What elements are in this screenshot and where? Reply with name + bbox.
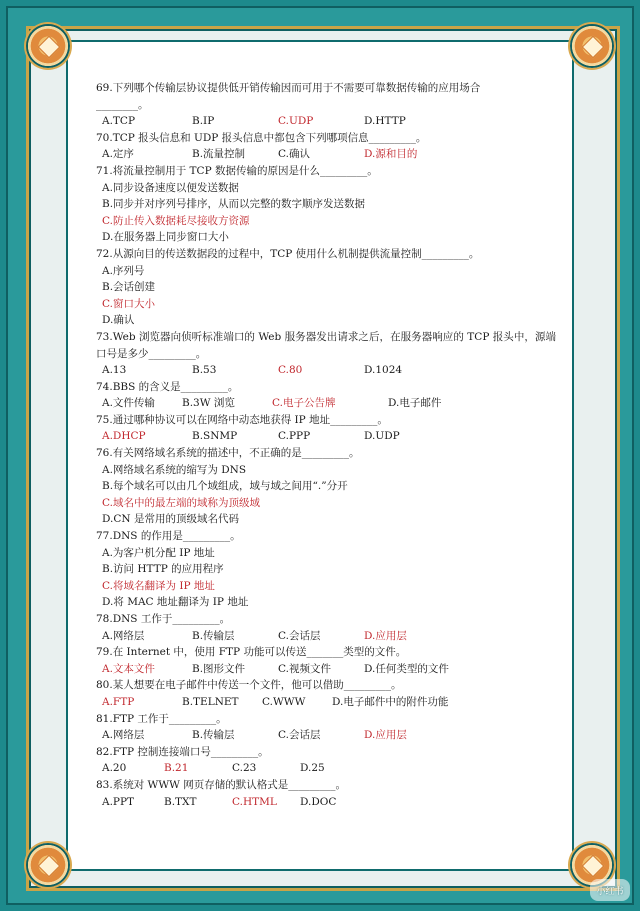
answer-option: A.FTP <box>102 695 135 708</box>
option: D.将 MAC 地址翻译为 IP 地址 <box>102 596 249 609</box>
option: A.13 <box>102 364 127 377</box>
question-item <box>96 80 556 130</box>
option: A.PPT <box>102 795 135 808</box>
options-row <box>96 113 556 130</box>
option: D.1024 <box>364 364 403 377</box>
option: C.视频文件 <box>278 662 331 675</box>
answer-option: C.电子公告牌 <box>272 397 336 410</box>
option: B.TELNET <box>182 695 239 708</box>
option: D.电子邮件中的附件功能 <box>332 695 449 708</box>
question-item <box>96 611 556 644</box>
question-item <box>96 130 556 163</box>
option: B.3W 浏览 <box>182 397 235 410</box>
question-stem: 81.FTP 工作于_________。 <box>96 712 227 725</box>
question-item <box>96 644 556 677</box>
option: B.流量控制 <box>192 148 246 161</box>
options-row <box>96 661 556 678</box>
answer-option: C.HTML <box>232 795 277 808</box>
question-stem: 83.系统对 WWW 网页存储的默认格式是_________。 <box>96 778 346 791</box>
question-item <box>96 744 556 777</box>
option: A.网络层 <box>102 729 145 742</box>
option: C.会话层 <box>278 629 321 642</box>
question-item <box>96 329 556 379</box>
question-item <box>96 246 556 329</box>
question-stem: 69.下列哪个传输层协议提供低开销传输因而可用于不需要可靠数据传输的应用场合 <box>96 82 481 94</box>
option: C.WWW <box>262 695 306 708</box>
question-stem: 77.DNS 的作用是_________。 <box>96 530 241 543</box>
option: A.网络域名系统的缩写为 DNS <box>102 463 247 476</box>
options-row <box>96 794 556 811</box>
option: B.会话创建 <box>102 281 156 294</box>
options-row <box>96 760 556 777</box>
question-item <box>96 163 556 246</box>
option: B.图形文件 <box>192 662 246 675</box>
question-item <box>96 528 556 611</box>
question-stem: 71.将流量控制用于 TCP 数据传输的原因是什么_________。 <box>96 164 378 177</box>
question-stem: 74.BBS 的含义是_________。 <box>96 380 239 393</box>
option: A.定序 <box>102 148 134 161</box>
answer-option: C.防止传入数据耗尽接收方资源 <box>102 214 250 227</box>
question-stem: 72.从源向目的传送数据段的过程中，TCP 使用什么机制提供流量控制_________。 <box>96 247 480 260</box>
option: B.传输层 <box>192 729 235 742</box>
option: B.TXT <box>164 795 197 808</box>
question-stem: 76.有关网络域名系统的描述中，不正确的是_________。 <box>96 447 360 460</box>
option: A.文件传输 <box>102 397 155 410</box>
option: D.25 <box>300 762 325 775</box>
option: B.传输层 <box>192 629 235 642</box>
answer-option: C.将域名翻译为 IP 地址 <box>102 579 215 592</box>
option: C.PPP <box>278 430 311 443</box>
corner-ornament-icon <box>26 24 70 68</box>
options-row <box>96 727 556 744</box>
question-item <box>96 777 556 810</box>
question-stem: 79.在 Internet 中，使用 FTP 功能可以传送_______类型的文件。 <box>96 646 407 659</box>
option: C.23 <box>232 762 257 775</box>
options-row <box>96 362 556 379</box>
option: B.访问 HTTP 的应用程序 <box>102 563 224 576</box>
answer-option: D.应用层 <box>364 729 407 742</box>
options-row <box>96 428 556 445</box>
question-item <box>96 445 556 528</box>
option: B.SNMP <box>192 430 238 443</box>
answer-option: D.应用层 <box>364 629 407 642</box>
option: A.为客户机分配 IP 地址 <box>102 546 215 559</box>
corner-ornament-icon <box>26 843 70 887</box>
answer-option: C.域名中的最左端的域称为顶级域 <box>102 496 260 509</box>
option: A.20 <box>102 762 127 775</box>
question-stem: 78.DNS 工作于_________。 <box>96 613 231 625</box>
question-item <box>96 677 556 710</box>
option: A.TCP <box>102 115 136 128</box>
option: B.53 <box>192 364 217 377</box>
option: D.在服务器上同步窗口大小 <box>102 231 229 244</box>
watermark-logo: 小红书 <box>590 879 630 901</box>
answer-option: A.文本文件 <box>102 662 155 675</box>
option: D.CN 是常用的顶级域名代码 <box>102 513 239 526</box>
question-stem: 75.通过哪种协议可以在网络中动态地获得 IP 地址_________。 <box>96 413 388 426</box>
option: A.序列号 <box>102 264 145 277</box>
option: B.同步并对序列号排序，从而以完整的数字顺序发送数据 <box>102 198 366 211</box>
answer-option: C.窗口大小 <box>102 297 155 310</box>
options-row <box>96 694 556 711</box>
answer-option: A.DHCP <box>102 430 146 443</box>
option: D.任何类型的文件 <box>364 662 449 675</box>
answer-option: C.80 <box>278 364 303 377</box>
answer-option: B.21 <box>164 762 189 775</box>
option: D.DOC <box>300 795 337 808</box>
option: D.电子邮件 <box>388 397 442 410</box>
option: C.确认 <box>278 148 310 161</box>
question-stem: 70.TCP 报头信息和 UDP 报头信息中都包含下列哪项信息_________。 <box>96 131 427 144</box>
options-row <box>96 146 556 163</box>
option: D.HTTP <box>364 115 406 128</box>
option: A.同步设备速度以便发送数据 <box>102 181 239 194</box>
options-row <box>96 395 556 412</box>
question-stem: 73.Web 浏览器向侦听标准端口的 Web 服务器发出请求之后，在服务器响应的 TCP 报头中，源端口号是多少_________。 <box>96 330 556 360</box>
answer-option: D.源和目的 <box>364 148 418 161</box>
question-list <box>96 80 556 810</box>
option: D.UDP <box>364 430 400 443</box>
question-item <box>96 412 556 445</box>
question-stem: 82.FTP 控制连接端口号_________。 <box>96 745 269 758</box>
option: B.IP <box>192 115 215 128</box>
question-stem-continuation: ________。 <box>96 98 149 111</box>
question-item <box>96 711 556 744</box>
corner-ornament-icon <box>570 24 614 68</box>
option: A.网络层 <box>102 629 145 642</box>
option: B.每个域名可以由几个域组成，域与域之间用“.”分开 <box>102 480 348 493</box>
question-stem: 80.某人想要在电子邮件中传送一个文件，他可以借助_________。 <box>96 679 402 692</box>
option: D.确认 <box>102 314 135 327</box>
options-row <box>96 628 556 645</box>
answer-option: C.UDP <box>278 115 314 128</box>
option: C.会话层 <box>278 729 321 742</box>
question-item <box>96 379 556 412</box>
